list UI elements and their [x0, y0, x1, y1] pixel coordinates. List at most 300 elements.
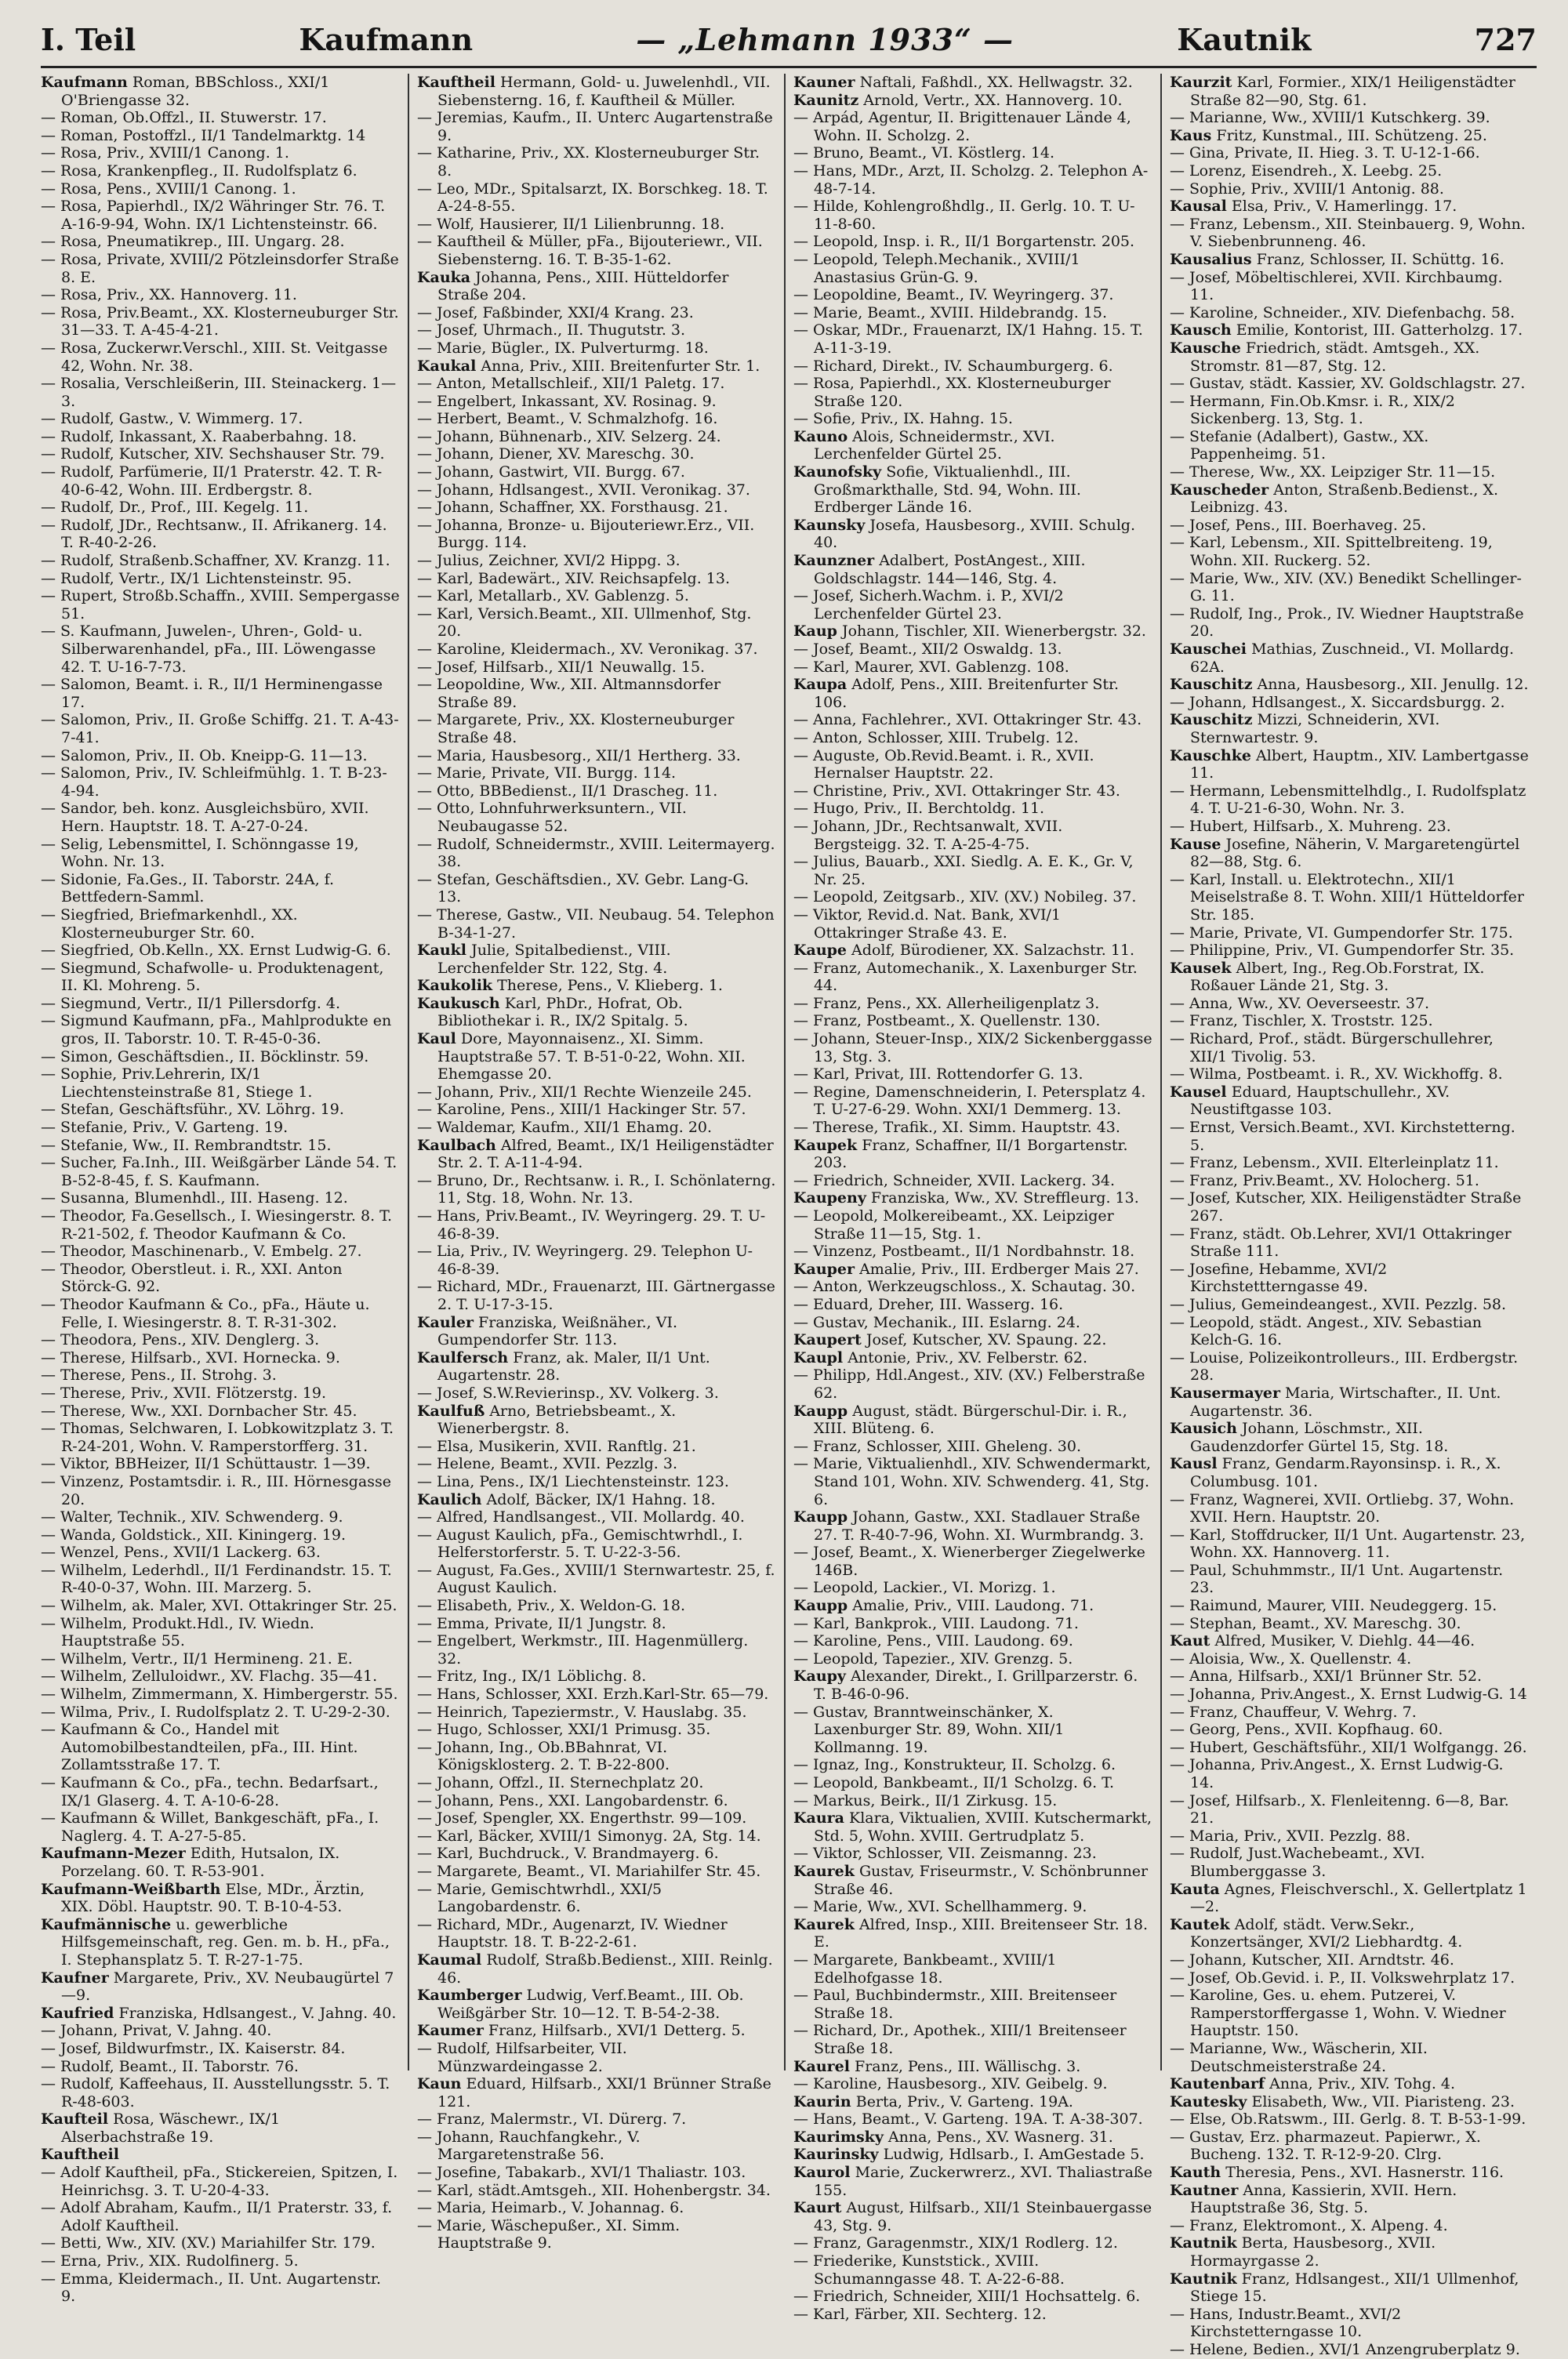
directory-entry — [417, 1455, 776, 1473]
entry-text: — Franz, Automechanik., X. Laxenburger Str. 44. — [793, 959, 1138, 995]
entry-text: — Salomon, Beamt. i. R., II/1 Herminengasse 17. — [41, 676, 383, 711]
directory-entry — [793, 1243, 1152, 1261]
directory-entry — [41, 622, 400, 676]
directory-entry — [417, 782, 776, 800]
entry-text: — Arpád, Agentur, II. Brigittenauer Lände 4, Wohn. II. Scholzg. 2. — [793, 109, 1131, 144]
entry-text: — Kaufmann & Co., pFa., techn. Bedarfsart., IX/1 Glaserg. 4. T. A-10-6-28. — [41, 1774, 379, 1809]
entry-text: — Raimund, Maurer, VIII. Neudeggerg. 15. — [1170, 1597, 1497, 1615]
directory-title: — „Lehmann 1933“ — — [636, 21, 1014, 57]
directory-entry — [1170, 836, 1529, 871]
directory-entry — [793, 552, 1152, 587]
entry-surname: Kaurek — [793, 1862, 855, 1880]
entry-text: Franz, Schlosser, II. Schüttg. 16. — [1251, 250, 1504, 268]
directory-entry — [793, 960, 1152, 995]
directory-entry — [417, 499, 776, 517]
entry-text: Eduard, Hilfsarb., XXI/1 Brünner Straße 121. — [437, 2075, 771, 2110]
directory-entry — [793, 357, 1152, 376]
entry-text: — Rudolf, JDr., Rechtsanw., II. Afrikanerg. 14. T. R-40-2-26. — [41, 516, 387, 552]
entry-surname: Kautnik — [1170, 2270, 1237, 2288]
entry-surname: Kaulfersch — [417, 1348, 509, 1366]
directory-entry — [41, 499, 400, 517]
entry-text: — Wolf, Hausierer, II/1 Lilienbrunng. 18. — [417, 215, 725, 233]
directory-entry — [1170, 1296, 1529, 1314]
entry-text: — Anna, Hilfsarb., XXI/1 Brünner Str. 52. — [1170, 1668, 1482, 1686]
entry-text: — Josef, Ob.Gevid. i. P., II. Volkswehrplatz 17. — [1170, 1969, 1515, 1987]
directory-entry — [41, 2110, 400, 2146]
entry-surname: Kaurel — [793, 2057, 850, 2075]
entry-text: — Karl, Stoffdrucker, II/1 Unt. Augartenstr. 23, Wohn. XX. Hannoverg. 11. — [1170, 1526, 1526, 1562]
entry-text: — Roman, Ob.Offzl., II. Stuwerstr. 17. — [41, 109, 327, 127]
entry-surname: Kauscheder — [1170, 481, 1269, 499]
directory-entry — [1170, 1668, 1529, 1686]
entry-text: Marie, Zuckerwrerz., XVI. Thaliastraße 155. — [814, 2164, 1152, 2199]
directory-entry — [1170, 1632, 1529, 1650]
directory-entry — [41, 570, 400, 588]
entry-text: Hermann, Gold- u. Juwelenhdl., VII. Siebensterng. 16, f. Kauftheil & Müller. — [437, 74, 771, 109]
column-2 — [408, 74, 784, 2252]
directory-entry — [1170, 2040, 1529, 2075]
entry-text: — Eduard, Dreher, III. Wasserg. 16. — [793, 1295, 1064, 1313]
entry-text: — Franz, städt. Ob.Lehrer, XVI/1 Ottakringer Straße 111. — [1170, 1225, 1512, 1261]
entry-text: Ludwig, Hdlsarb., I. AmGestade 5. — [878, 2146, 1145, 2164]
directory-entry — [1170, 924, 1529, 942]
directory-entry — [41, 960, 400, 995]
entry-text: Alfred, Insp., XIII. Breitenseer Str. 18. E. — [814, 1915, 1149, 1951]
entry-text: — Johanna, Priv.Angest., X. Ernst Ludwig-G. 14 — [1170, 1686, 1527, 1704]
entry-text: — Adolf Abraham, Kaufm., II/1 Praterstr. 33, f. Adolf Kauftheil. — [41, 2199, 393, 2234]
entry-text: — Julius, Zeichner, XVI/2 Hippg. 3. — [417, 552, 681, 570]
directory-entry — [417, 942, 776, 977]
entry-text: — Rosa, Papierhdl., XX. Klosterneuburger Straße 120. — [793, 375, 1111, 410]
entry-text: — Stefan, Geschäftsdien., XV. Gebr. Lang-G. 13. — [417, 870, 750, 906]
directory-entry — [417, 1615, 776, 1633]
directory-entry — [1170, 1172, 1529, 1190]
entry-surname: Kaupp — [793, 1597, 848, 1615]
entry-text: — Engelbert, Werkmstr., III. Hagenmüllerg. 32. — [417, 1632, 749, 1668]
entry-text: — Kauftheil & Müller, pFa., Bijouteriewr., VII. Siebensterng. 16. T. B-35-1-62. — [417, 233, 763, 268]
entry-text: — Rudolf, Kaffeehaus, II. Ausstellungsstr. 5. T. R-48-603. — [41, 2075, 390, 2110]
entry-text: — Julius, Bauarb., XXI. Siedlg. A. E. K., Gr. V, Nr. 25. — [793, 853, 1134, 888]
entry-text: — Walter, Technik., XIV. Schwenderg. 9. — [41, 1508, 343, 1526]
directory-entry — [41, 2146, 400, 2164]
directory-entry — [41, 1420, 400, 1455]
directory-entry — [41, 74, 400, 109]
directory-entry — [417, 711, 776, 746]
directory-entry — [41, 2075, 400, 2110]
directory-entry — [41, 1650, 400, 1668]
entry-text: Anna, Kassierin, XVII. Hern. Hauptstraße 36, Stg. 5. — [1190, 2181, 1457, 2217]
entry-text: — Karl, Badewärt., XIV. Reichsapfelg. 13. — [417, 569, 730, 587]
directory-entry — [41, 1137, 400, 1155]
directory-entry — [417, 1491, 776, 1509]
directory-entry — [417, 1243, 776, 1278]
entry-text: — August, Fa.Ges., XVIII/1 Sternwartestr. 25, f. August Kaulich. — [417, 1561, 775, 1597]
directory-entry — [793, 2288, 1152, 2306]
entry-text: — Friedrich, Schneider, XIII/1 Hochsattelg. 6. — [793, 2288, 1141, 2306]
directory-entry — [1170, 321, 1529, 339]
directory-entry — [1170, 463, 1529, 481]
directory-entry — [41, 1916, 400, 1969]
entry-text: — Karl, städt.Amtsgeh., XII. Hohenbergstr. 34. — [417, 2181, 771, 2199]
directory-entry — [793, 659, 1152, 677]
entry-text: — Therese, Ww., XX. Leipziger Str. 11—15. — [1170, 463, 1496, 481]
directory-entry — [41, 410, 400, 428]
entry-text: — Sidonie, Fa.Ges., II. Taborstr. 24A, f. Bettfedern-Samml. — [41, 870, 335, 906]
directory-entry — [793, 888, 1152, 906]
entry-surname: Kausek — [1170, 959, 1232, 977]
entry-surname: Kautek — [1170, 1915, 1230, 1933]
entry-text: — Franz, Pens., XX. Allerheiligenplatz 3. — [793, 994, 1100, 1012]
entry-text: — Theodora, Pens., XIV. Denglerg. 3. — [41, 1331, 320, 1349]
entry-text: — Richard, Dr., Apothek., XIII/1 Breitenseer Straße 18. — [793, 2022, 1127, 2057]
entry-text: — Siegmund, Vertr., II/1 Pillersdorfg. 4. — [41, 994, 341, 1012]
directory-entry — [793, 1403, 1152, 1438]
directory-entry — [1170, 1792, 1529, 1827]
entry-text: — Margarete, Priv., XX. Klosterneuburger Straße 48. — [417, 711, 735, 746]
entry-text: — Karoline, Pens., VIII. Laudong. 69. — [793, 1632, 1073, 1650]
directory-entry — [41, 517, 400, 552]
entry-text: — Hilde, Kohlengroßhdlg., II. Gerlg. 10. T. U-11-8-60. — [793, 198, 1135, 233]
entry-text: — Therese, Pens., II. Strohg. 3. — [41, 1366, 277, 1385]
entry-surname: Kaurt — [793, 2199, 842, 2217]
entry-text: — Karl, Maurer, XVI. Gablenzg. 108. — [793, 658, 1069, 676]
entry-text: — Christine, Priv., XVI. Ottakringer Str. 43. — [793, 782, 1120, 800]
entry-text: — Rudolf, Just.Wachebeamt., XVI. Blumberggasse 3. — [1170, 1845, 1425, 1880]
entry-text: — Otto, Lohnfuhrwerksuntern., VII. Neubaugasse 52. — [417, 800, 687, 835]
entry-surname: Kaufmann-Weißbarth — [41, 1880, 221, 1898]
entry-text: Naftali, Faßhdl., XX. Hellwagstr. 32. — [855, 74, 1133, 91]
entry-text: — Regine, Damenschneiderin, I. Petersplatz 4. T. U-27-6-29. Wohn. XXI/1 Demmerg. 13. — [793, 1083, 1146, 1119]
entry-text: — Stephan, Beamt., XV. Mareschg. 30. — [1170, 1614, 1461, 1632]
entry-text: Franz, Hdlsangest., XII/1 Ullmenhof, Stiege 15. — [1190, 2270, 1519, 2306]
entry-surname: Kaut — [1170, 1632, 1210, 1650]
entry-surname: Kaunofsky — [793, 463, 882, 481]
entry-text: — Sophie, Priv., XVIII/1 Antonig. 88. — [1170, 180, 1444, 198]
directory-entry — [41, 2005, 400, 2023]
entry-text: — Karl, Bäcker, XVIII/1 Simonyg. 2A, Stg. 14. — [417, 1827, 761, 1845]
directory-entry — [793, 1544, 1152, 1579]
directory-entry — [417, 1083, 776, 1101]
directory-entry — [41, 1473, 400, 1508]
directory-entry — [417, 339, 776, 357]
directory-entry — [417, 1526, 776, 1562]
directory-entry — [793, 463, 1152, 517]
directory-entry — [1170, 1012, 1529, 1030]
directory-entry — [793, 2022, 1152, 2057]
directory-entry — [1170, 180, 1529, 198]
directory-entry — [1170, 1756, 1529, 1791]
entry-surname: Kaurek — [793, 1915, 855, 1933]
entry-text: Eduard, Hauptschullehr., XV. Neustiftgasse 103. — [1190, 1083, 1450, 1119]
directory-entry — [1170, 2110, 1529, 2129]
directory-entry — [1170, 1385, 1529, 1420]
entry-text: Dore, Mayonnaisenz., XI. Simm. Hauptstraße 57. T. B-51-0-22, Wohn. XII. Ehemgasse 20. — [437, 1030, 746, 1083]
entry-surname: Kaupp — [793, 1508, 848, 1526]
directory-entry — [793, 375, 1152, 410]
entry-text: Karl, Formier., XIX/1 Heiligenstädter Straße 82—90, Stg. 61. — [1190, 74, 1515, 109]
entry-text: Elsa, Priv., V. Hamerlingg. 17. — [1226, 198, 1457, 216]
directory-entry — [1170, 1597, 1529, 1615]
directory-entry — [1170, 1030, 1529, 1065]
entry-text: — Karl, Färber, XII. Sechterg. 12. — [793, 2305, 1047, 2323]
directory-entry — [793, 1030, 1152, 1065]
entry-text: Arno, Betriebsbeamt., X. Wienerbergstr. 8. — [437, 1402, 677, 1438]
entry-text: — Karoline, Hausbesorg., XIV. Geibelg. 9. — [793, 2075, 1108, 2093]
directory-entry — [41, 764, 400, 800]
entry-text: Johann, Tischler, XII. Wienerbergstr. 32. — [837, 622, 1146, 641]
directory-entry — [417, 1739, 776, 1774]
directory-entry — [1170, 269, 1529, 304]
entry-text: — Margarete, Bankbeamt., XVIII/1 Edelhofgasse 18. — [793, 1951, 1057, 1987]
entry-text: — Rudolf, Beamt., II. Taborstr. 76. — [41, 2057, 299, 2075]
entry-text: — Marie, Wäschepußer., XI. Simm. Hauptstraße 9. — [417, 2216, 681, 2252]
entry-text: — Theodor, Fa.Gesellsch., I. Wiesingerstr. 8. T. R-21-502, f. Theodor Kaufmann & Co. — [41, 1207, 393, 1243]
directory-entry — [41, 1296, 400, 1331]
entry-text: — Viktor, Revid.d. Nat. Bank, XVI/1 Ottakringer Straße 43. E. — [793, 905, 1061, 942]
directory-entry — [793, 1774, 1152, 1792]
directory-entry — [1170, 1969, 1529, 1987]
entry-surname: Kaufner — [41, 1969, 109, 1987]
entry-surname: Kaufteil — [41, 2110, 109, 2129]
directory-entry — [41, 1119, 400, 1137]
entry-text: Amalie, Priv., VIII. Laudong. 71. — [848, 1597, 1094, 1615]
directory-entry — [41, 463, 400, 499]
entry-surname: Kaumer — [417, 2022, 484, 2040]
entry-text: — Lorenz, Eisendreh., X. Leebg. 25. — [1170, 162, 1443, 180]
entry-text: — Leopold, Bankbeamt., II/1 Scholzg. 6. T. — [793, 1774, 1115, 1791]
entry-surname: Kaura — [793, 1809, 844, 1827]
entry-text: — Marie, Beamt., XVIII. Hildebrandg. 15. — [793, 303, 1108, 321]
entry-text: — Franz, Chauffeur, V. Wehrg. 7. — [1170, 1703, 1417, 1721]
entry-text: Agnes, Fleischverschl., X. Gellertplatz 1—2. — [1190, 1880, 1527, 1916]
directory-entry — [1170, 2182, 1529, 2217]
directory-entry — [41, 1366, 400, 1385]
entry-text: — Franz, Garagenmstr., XIX/1 Rodlerg. 12. — [793, 2234, 1118, 2252]
last-keyword: Kautnik — [1177, 21, 1312, 57]
directory-entry — [41, 1881, 400, 1916]
entry-text: — Wilhelm, Lederhdl., II/1 Ferdinandstr. 15. T. R-40-0-37, Wohn. III. Marzerg. 5. — [41, 1561, 392, 1597]
entry-text: — Johann, Ing., Ob.BBahnrat, VI. Königsklosterg. 2. T. B-22-800. — [417, 1738, 670, 1774]
entry-text: — Karoline, Ges. u. ehem. Putzerei, V. Ramperstorffergasse 1, Wohn. V. Wiedner Hauptstr. 150. — [1170, 1987, 1506, 2040]
entry-text: Albert, Hauptm., XIV. Lambertgasse 11. — [1190, 746, 1529, 782]
directory-entry — [1170, 74, 1529, 109]
directory-entry — [1170, 1491, 1529, 1526]
directory-entry — [417, 180, 776, 216]
directory-entry — [41, 251, 400, 286]
entry-surname: Kauftheil — [417, 74, 495, 91]
directory-entry — [417, 1951, 776, 1987]
directory-entry — [1170, 1704, 1529, 1722]
directory-entry — [41, 1048, 400, 1066]
entry-text: — Thomas, Selchwaren, I. Lobkowitzplatz 3. T. R-24-201, Wohn. V. Ramperstorfferg. 31. — [41, 1420, 394, 1455]
entry-text: — Kaufmann & Co., Handel mit Automobilbestandteilen, pFa., III. Hint. Zollamtsstraße 17. T. — [41, 1721, 358, 1774]
directory-entry — [41, 942, 400, 960]
entry-text: — Therese, Hilfsarb., XVI. Hornecka. 9. — [41, 1348, 340, 1366]
directory-entry — [417, 2164, 776, 2182]
entry-text: Therese, Pens., V. Klieberg. 1. — [492, 977, 723, 995]
entry-text: — Siegmund, Schafwolle- u. Produktenagent, II. Kl. Mohreng. 5. — [41, 959, 384, 995]
directory-entry — [417, 764, 776, 782]
directory-entry — [417, 2075, 776, 2110]
entry-text: — Gustav, Branntweinschänker, X. Laxenburger Str. 89, Wohn. XII/1 Kollmanng. 19. — [793, 1703, 1065, 1756]
directory-entry — [793, 304, 1152, 322]
entry-text: — Hans, Beamt., V. Garteng. 19A. T. A-38-307. — [793, 2110, 1143, 2129]
directory-entry — [793, 1704, 1152, 1757]
entry-text: — Josefine, Hebamme, XVI/2 Kirchstettterngasse 49. — [1170, 1260, 1388, 1296]
entry-text: — Wilhelm, Produkt.Hdl., IV. Wiedn. Hauptstraße 55. — [41, 1614, 314, 1650]
entry-surname: Kaupa — [793, 676, 848, 694]
entry-text: — Kaufmann & Willet, Bankgeschäft, pFa., I. Naglerg. 4. T. A-27-5-85. — [41, 1809, 379, 1845]
directory-entry — [1170, 1189, 1529, 1225]
entry-text: Albert, Ing., Reg.Ob.Forstrat, IX. Roßauer Lände 21, Stg. 3. — [1190, 959, 1485, 995]
entry-surname: Kauschei — [1170, 641, 1247, 658]
entry-text: — Paul, Buchbindermstr., XIII. Breitenseer Straße 18. — [793, 1987, 1117, 2022]
directory-entry — [41, 1562, 400, 1597]
entry-text: — Johann, Steuer-Insp., XIX/2 Sickenberggasse 13, Stg. 3. — [793, 1030, 1152, 1065]
entry-text: — Franz, Lebensm., XVII. Elterleinplatz 11. — [1170, 1154, 1499, 1172]
entry-text: — Jeremias, Kaufm., II. Unterc Augartenstraße 9. — [417, 109, 773, 144]
directory-entry — [41, 286, 400, 304]
directory-entry — [793, 1261, 1152, 1279]
entry-text: — Louise, Polizeikontrolleurs., III. Erdbergstr. 28. — [1170, 1348, 1519, 1385]
entry-text: Anton, Straßenb.Bedienst., X. Leibnizg. 43. — [1190, 481, 1499, 517]
entry-text: — Karl, Versich.Beamt., XII. Ullmenhof, Stg. 20. — [417, 604, 752, 641]
entry-text: — Karl, Privat, III. Rottendorfer G. 13. — [793, 1065, 1083, 1083]
directory-entry — [41, 1668, 400, 1686]
entry-text: — Josef, Bildwurfmstr., IX. Kaiserstr. 84. — [41, 2039, 346, 2057]
directory-entry — [417, 1119, 776, 1137]
directory-entry — [793, 1119, 1152, 1137]
entry-text: — Auguste, Ob.Revid.Beamt. i. R., XVII. Hernalser Hauptstr. 22. — [793, 746, 1094, 782]
directory-entry — [793, 942, 1152, 960]
entry-text: — Theodor Kaufmann & Co., pFa., Häute u. Felle, I. Wiesingerstr. 8. T. R-31-302. — [41, 1295, 370, 1331]
entry-text: Anna, Priv., XIV. Tohg. 4. — [1265, 2075, 1456, 2093]
entry-text: — Salomon, Priv., II. Große Schiffg. 21. T. A-43-7-41. — [41, 711, 399, 746]
entry-text: — Johann, Bühnenarb., XIV. Selzerg. 24. — [417, 427, 721, 445]
entry-text: — Hermann, Lebensmittelhdlg., I. Rudolfsplatz 4. T. U-21-6-30, Wohn. Nr. 3. — [1170, 782, 1526, 818]
entry-text: — Johanna, Bronze- u. Bijouteriewr.Erz., VII. Burgg. 114. — [417, 516, 755, 552]
directory-entry — [417, 393, 776, 411]
directory-entry — [793, 1916, 1152, 1951]
section-label: I. Teil — [41, 21, 136, 57]
directory-entry — [793, 144, 1152, 162]
directory-entry — [417, 1385, 776, 1403]
directory-entry — [41, 1704, 400, 1722]
directory-entry — [41, 1385, 400, 1403]
directory-entry — [41, 1544, 400, 1562]
directory-entry — [417, 445, 776, 463]
header-rule — [41, 66, 1537, 68]
directory-entry — [1170, 339, 1529, 375]
directory-entry — [1170, 694, 1529, 712]
directory-entry — [417, 1686, 776, 1704]
page-number: 727 — [1474, 21, 1537, 57]
entry-text: August, städt. Bürgerschul-Dir. i. R., XIII. Blüteng. 6. — [814, 1402, 1127, 1438]
entry-surname: Kautesky — [1170, 2092, 1247, 2110]
directory-entry — [793, 818, 1152, 853]
directory-entry — [417, 1987, 776, 2022]
entry-text: Franz, Schaffner, II/1 Borgartenstr. 203. — [814, 1136, 1128, 1172]
entry-text: — Wilhelm, ak. Maler, XVI. Ottakringer Str. 25. — [41, 1597, 397, 1615]
entry-text: — Johann, Kutscher, XII. Arndtstr. 46. — [1170, 1951, 1454, 1969]
directory-entry — [793, 251, 1152, 286]
entry-text: — Rosa, Priv.Beamt., XX. Klosterneuburger Str. 31—33. T. A-45-4-21. — [41, 303, 399, 339]
entry-text: — Therese, Gastw., VII. Neubaug. 54. Telephon B-34-1-27. — [417, 905, 775, 942]
entry-surname: Kaufmann — [41, 74, 128, 91]
entry-text: Klara, Viktualien, XVIII. Kutschermarkt, Std. 5, Wohn. XVIII. Gertrudplatz 5. — [814, 1809, 1152, 1845]
entry-text: — Leopold, städt. Angest., XIV. Sebastian Kelch-G. 16. — [1170, 1313, 1483, 1349]
entry-surname: Kaurinsky — [793, 2146, 879, 2164]
entry-text: — Johann, Rauchfangkehr., V. Margaretenstraße 56. — [417, 2128, 641, 2164]
entry-text: Franziska, Hdlsangest., V. Jahng. 40. — [114, 2004, 397, 2022]
entry-text: Franz, Gendarm.Rayonsinsp. i. R., X. Columbusg. 101. — [1190, 1455, 1501, 1490]
entry-text: Josefine, Näherin, V. Margaretengürtel 82—88, Stg. 6. — [1190, 835, 1520, 871]
entry-text: — Helene, Bedien., XVI/1 Anzengruberplatz 9. — [1170, 2341, 1520, 2358]
directory-entry — [417, 2217, 776, 2252]
directory-entry — [41, 1065, 400, 1101]
directory-entry — [41, 1331, 400, 1349]
entry-text: — Marie, Private, VII. Burgg. 114. — [417, 764, 677, 782]
entry-text: — Josef, Hilfsarb., X. Flenleitenng. 6—8, Bar. 21. — [1170, 1791, 1509, 1827]
directory-entry — [1170, 2093, 1529, 2111]
directory-entry — [793, 1632, 1152, 1650]
entry-text: Franziska, Weißnäher., VI. Gumpendorfer Str. 113. — [437, 1313, 678, 1349]
entry-text: — Wilma, Postbeamt. i. R., XV. Wickhoffg. 8. — [1170, 1065, 1503, 1083]
entry-surname: Kaus — [1170, 126, 1212, 144]
directory-entry — [41, 1597, 400, 1615]
entry-text: — Rosa, Priv., XVIII/1 Canong. 1. — [41, 144, 289, 162]
entry-text: — Rudolf, Hilfsarbeiter, VII. Münzwardeingasse 2. — [417, 2039, 627, 2075]
entry-text: — Marianne, Ww., Wäscherin, XII. Deutschmeisterstraße 24. — [1170, 2039, 1428, 2075]
entry-text: — Josef, Beamt., XII/2 Oswaldg. 13. — [793, 641, 1062, 658]
entry-text: — Sandor, beh. konz. Ausgleichsbüro, XVII. Hern. Hauptstr. 18. T. A-27-0-24. — [41, 800, 369, 835]
entry-surname: Kaurin — [793, 2092, 851, 2110]
entry-text: — Salomon, Priv., IV. Schleifmühlg. 1. T. B-23-4-94. — [41, 764, 387, 800]
directory-entry — [1170, 162, 1529, 180]
entry-text: Mizzi, Schneiderin, XVI. Sternwartestr. 9. — [1190, 711, 1440, 746]
entry-text: — Stefanie, Priv., V. Garteng. 19. — [41, 1119, 289, 1137]
directory-entry — [1170, 1615, 1529, 1633]
directory-entry — [1170, 1154, 1529, 1172]
entry-text: — Rudolf, Parfümerie, II/1 Praterstr. 42. T. R-40-6-42, Wohn. III. Erdbergstr. 8. — [41, 463, 383, 499]
directory-entry — [1170, 1987, 1529, 2040]
entry-text: Theresia, Pens., XVI. Hasnerstr. 116. — [1221, 2164, 1504, 2182]
directory-entry — [417, 1721, 776, 1739]
directory-entry — [41, 871, 400, 906]
directory-entry — [41, 2040, 400, 2058]
entry-text: — Rudolf, Straßenb.Schaffner, XV. Kranzg. 11. — [41, 552, 390, 570]
directory-entry — [41, 836, 400, 871]
entry-text: — Richard, Prof., städt. Bürgerschullehrer, XII/1 Tivolig. 53. — [1170, 1030, 1494, 1065]
directory-entry — [793, 1809, 1152, 1845]
entry-text: — Johann, Gastwirt, VII. Burgg. 67. — [417, 463, 685, 481]
entry-text: Josefa, Hausbesorg., XVIII. Schulg. 40. — [814, 516, 1135, 552]
entry-text: — Rudolf, Schneidermstr., XVIII. Leitermayerg. 38. — [417, 835, 775, 871]
directory-entry — [793, 74, 1152, 92]
entry-text: Alexander, Direkt., I. Grillparzerstr. 6. T. B-46-0-96. — [814, 1668, 1138, 1704]
entry-text: — Johann, Priv., XII/1 Rechte Wienzeile 245. — [417, 1083, 752, 1101]
entry-text: — Engelbert, Inkassant, XV. Rosinag. 9. — [417, 392, 717, 410]
entry-text: — Emma, Private, II/1 Jungstr. 8. — [417, 1614, 666, 1632]
directory-entry — [1170, 2341, 1529, 2359]
entry-text: Elisabeth, Ww., VII. Piaristeng. 23. — [1247, 2092, 1515, 2110]
directory-entry — [1170, 871, 1529, 924]
directory-entry — [417, 216, 776, 234]
entry-text: — Johann, JDr., Rechtsanwalt, XVII. Bergsteigg. 32. T. A-25-4-75. — [793, 817, 1063, 853]
entry-text: — Sigmund Kaufmann, pFa., Mahlprodukte en gros, II. Taborstr. 10. T. R-45-0-36. — [41, 1012, 392, 1048]
directory-entry — [41, 1455, 400, 1473]
entry-text: — Josef, Beamt., X. Wienerberger Ziegelwerke 146B. — [793, 1544, 1145, 1579]
